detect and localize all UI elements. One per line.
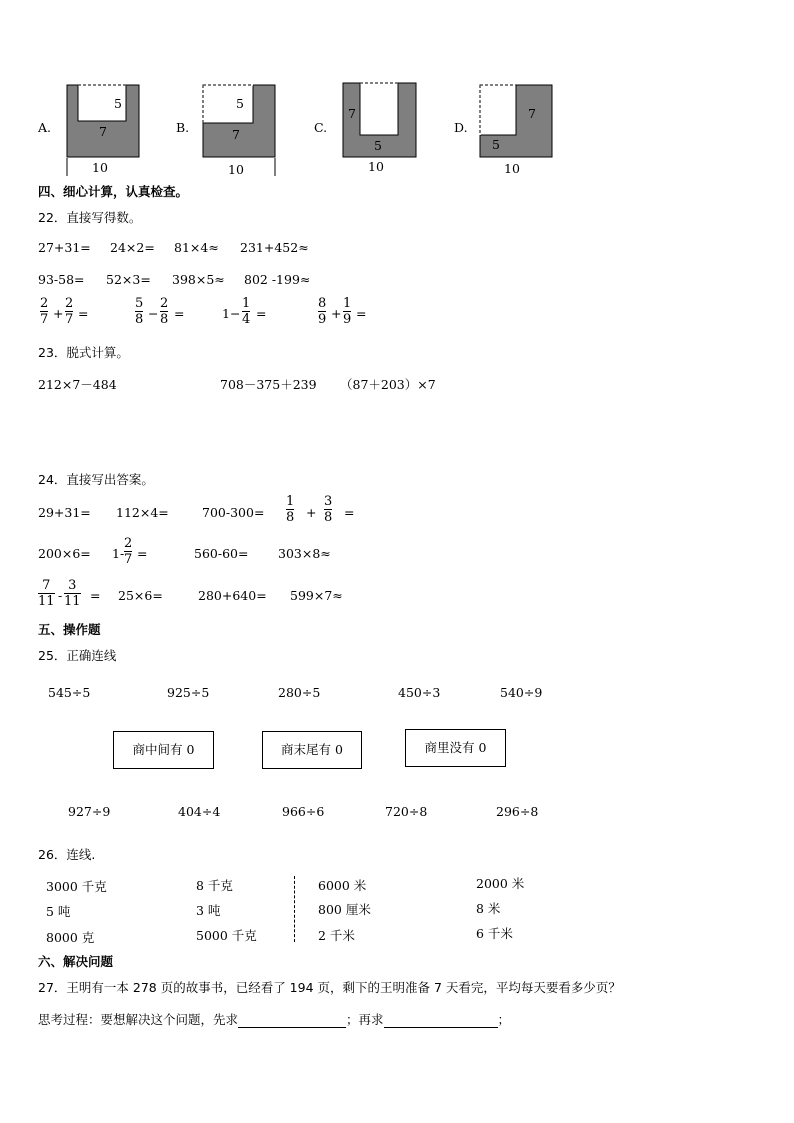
q27-text: 27．王明有一本 278 页的故事书，已经看了 194 页，剩下的王明准备 7 天看完，平均每天要看多少页？ [38,980,621,995]
q24-r2-frac: 2 7 [124,536,133,567]
q24-r2-frac-eq: = [137,546,148,561]
q22-r1-4: 231+452≈ [240,240,309,255]
q22-f4-eq: = [356,306,367,321]
q26-c2-1[interactable]: 8 千克 [196,878,233,893]
q27-think-mid: ；再求 [346,1012,384,1027]
q23-expr-2: 708－375＋239 [220,377,317,392]
section-6-title: 六、解决问题 [38,954,114,969]
q24-r3-frac-eq: = [90,588,101,603]
q22-r2-2: 52×3= [106,272,151,287]
q26-c2-3[interactable]: 5000 千克 [196,928,257,943]
q22-r2-3: 398×5≈ [172,272,225,287]
q25-top-5[interactable]: 540÷9 [500,685,543,700]
option-c-7: 7 [348,106,356,121]
section-4-title: 四、细心计算，认真检查。 [38,184,189,199]
option-b-letter[interactable]: B. [176,120,190,135]
q25-box-end-zero[interactable]: 商末尾有 0 [262,731,362,769]
q22-f3-eq: = [256,306,267,321]
q27-think-prefix: 思考过程：要想解决这个问题，先求 [38,1012,239,1027]
q25-bottom-5[interactable]: 296÷8 [496,804,539,819]
q22-title: 22．直接写得数。 [38,210,142,225]
q26-c3-3[interactable]: 2 千米 [318,928,355,943]
q26-c4-1[interactable]: 2000 米 [476,876,525,891]
q22-r2-1: 93-58= [38,272,85,287]
q22-r1-2: 24×2= [110,240,155,255]
q24-r3-2: 280+640= [198,588,267,603]
q23-expr-3: （87＋203）×7 [340,377,436,392]
q24-r3-1: 25×6= [118,588,163,603]
q24-r2-1: 200×6= [38,546,91,561]
q25-box-middle-zero[interactable]: 商中间有 0 [113,731,214,769]
q27-think-end: ； [497,1012,511,1027]
q24-r1-frac-op: + [306,505,317,520]
q24-r1-3: 700-300= [202,505,265,520]
q26-c1-3[interactable]: 8000 克 [46,930,95,945]
option-d-figure [479,84,555,160]
option-d-10: 10 [504,161,520,176]
option-d-5: 5 [492,137,500,152]
q22-f1-eq: = [78,306,89,321]
q24-r1-1: 29+31= [38,505,91,520]
q24-r3-frac-a: 7 11 [38,578,55,609]
option-b-10: 10 [228,162,244,177]
q24-r1-frac-a: 1 8 [286,494,295,525]
q27-blank-1[interactable] [238,1013,346,1028]
q22-f2-eq: = [174,306,185,321]
q22-f1-b: 2 7 [65,296,74,327]
q22-f3-whole: 1− [222,306,241,321]
q26-c3-1[interactable]: 6000 米 [318,878,367,893]
q26-c3-2[interactable]: 800 厘米 [318,902,371,917]
q22-f2-b: 2 8 [160,296,169,327]
q26-c2-2[interactable]: 3 吨 [196,903,221,918]
q25-bottom-4[interactable]: 720÷8 [385,804,428,819]
q26-c4-3[interactable]: 6 千米 [476,926,513,941]
option-a-7: 7 [99,124,107,139]
section-5-title: 五、操作题 [38,622,101,637]
q24-r3-3: 599×7≈ [290,588,343,603]
q22-f4-b: 1 9 [343,296,352,327]
q26-title: 26．连线. [38,847,96,862]
q25-top-2[interactable]: 925÷5 [167,685,210,700]
q26-divider [294,876,295,942]
q26-c1-1[interactable]: 3000 千克 [46,879,107,894]
option-d-7: 7 [528,106,536,121]
option-b-7: 7 [232,127,240,142]
q22-f2-a: 5 8 [135,296,144,327]
q22-r1-3: 81×4≈ [174,240,219,255]
q24-r2-frac-whole: 1- [112,546,125,561]
option-b-5: 5 [236,96,244,111]
q24-r2-2: 560-60= [194,546,249,561]
q26-c4-2[interactable]: 8 米 [476,901,501,916]
q24-r3-frac-b: 3 11 [64,578,81,609]
q24-r1-2: 112×4= [116,505,169,520]
option-a-10: 10 [92,160,108,175]
q22-f4-a: 8 9 [318,296,327,327]
option-c-5: 5 [374,138,382,153]
q22-r1-1: 27+31= [38,240,91,255]
q24-r1-frac-eq: = [344,505,355,520]
q23-expr-1: 212×7－484 [38,377,117,392]
q27-blank-2[interactable] [384,1013,498,1028]
option-a-5: 5 [114,96,122,111]
q25-bottom-2[interactable]: 404÷4 [178,804,221,819]
q22-f1-op: + [53,306,64,321]
option-a-letter[interactable]: A. [38,120,52,135]
q22-f1-a: 2 7 [40,296,49,327]
q27-thinking [38,1010,510,1028]
q25-box-no-zero[interactable]: 商里没有 0 [405,729,506,767]
q25-top-1[interactable]: 545÷5 [48,685,91,700]
q22-f2-op: − [148,306,159,321]
q22-f4-op: + [331,306,342,321]
q24-r3-frac-op: - [58,588,63,603]
q24-r1-frac-b: 3 8 [324,494,333,525]
q24-r2-3: 303×8≈ [278,546,331,561]
q25-top-3[interactable]: 280÷5 [278,685,321,700]
q26-c1-2[interactable]: 5 吨 [46,904,71,919]
q25-top-4[interactable]: 450÷3 [398,685,441,700]
q25-bottom-3[interactable]: 966÷6 [282,804,325,819]
option-c-10: 10 [368,159,384,174]
q25-bottom-1[interactable]: 927÷9 [68,804,111,819]
q25-title: 25．正确连线 [38,648,117,663]
q24-title: 24．直接写出答案。 [38,472,154,487]
q22-f3-b: 1 4 [242,296,251,327]
q22-r2-4: 802 -199≈ [244,272,311,287]
option-d-letter[interactable]: D. [454,120,468,135]
option-c-letter[interactable]: C. [314,120,328,135]
q23-title: 23．脱式计算。 [38,345,129,360]
